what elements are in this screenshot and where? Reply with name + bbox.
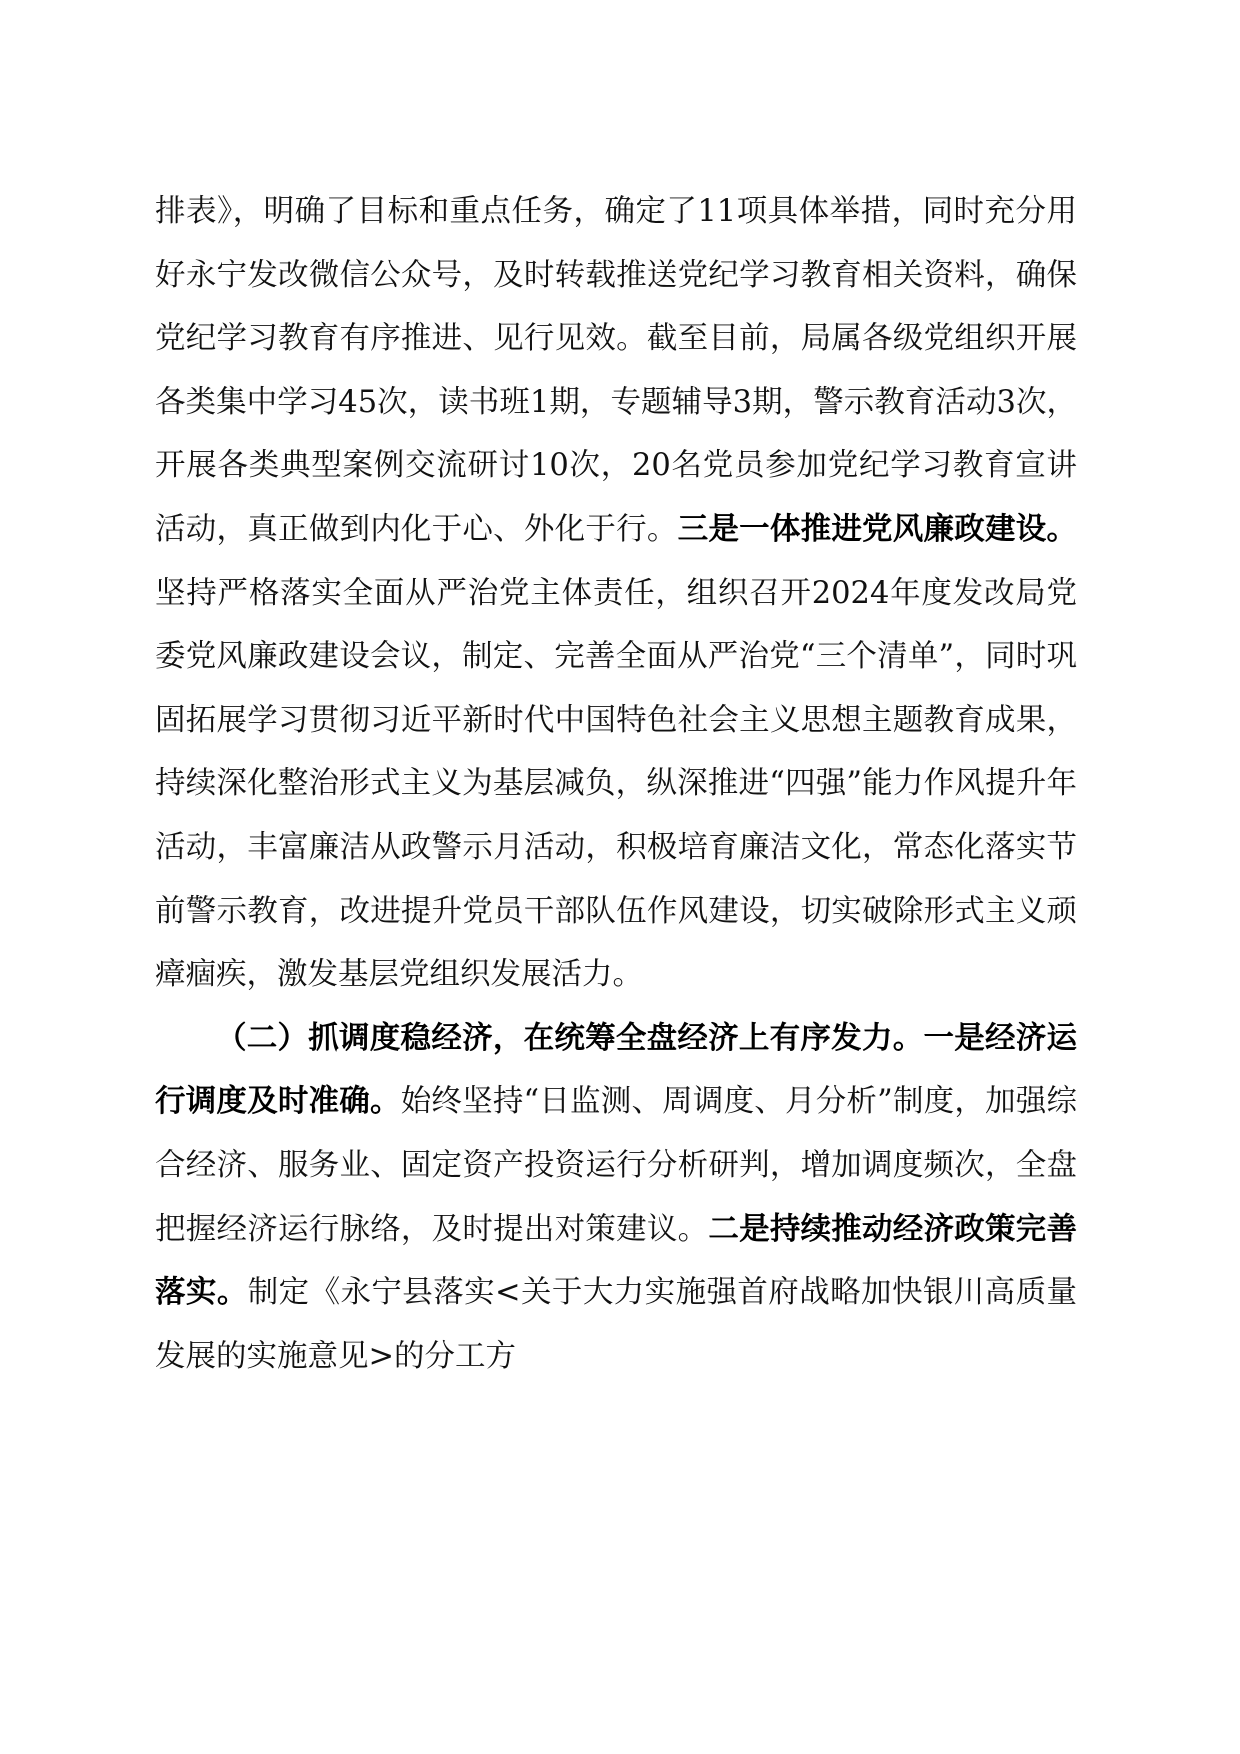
paragraph-text: 坚持严格落实全面从严治党主体责任，组织召开2024年度发改局党委党风廉政建设会议，制定、完善全面从严治党“三个清单”，同时巩固拓展学习贯彻习近平新时代中国特色社会主义思想主题教育成果，持续深化整治形式主义为基层减负，纵深推进“四强”能力作风提升年活动，丰富廉洁从政警示月活动，积极培育廉洁文化，常态化落实节前警示教育，改进提升党员干部队伍作风建设，切实破除形式主义顽瘴痼疾，激发基层党组织发展活力。	[155, 575, 1077, 993]
paragraph-text: 始终坚持“日监测、周调度、月分析”制度，加强综合经济、服务业、固定资产投资运行分析研判，增加调度频次，全盘把握经济运行脉络，及时提出对策建议。	[155, 1084, 1078, 1247]
section-heading: （二）抓调度稳经济，在统筹全盘经济上有序发力。一是经济运行调度及时准确。	[155, 1019, 1077, 1120]
paragraph-economic-dispatch	[155, 1007, 1077, 1389]
paragraph-text: 制定《永宁县落实<关于大力实施强首府战略加快银川高质量发展的实施意见>的分工方	[155, 1275, 1078, 1374]
bold-subheading: 二是持续推动经济政策完善落实。	[155, 1210, 1077, 1311]
bold-subheading: 三是一体推进党风廉政建设。	[677, 510, 1078, 547]
paragraph-party-discipline	[155, 180, 1077, 1007]
document-body	[155, 180, 1077, 1388]
paragraph-text: 排表》，明确了目标和重点任务，确定了11项具体举措，同时充分用好永宁发改微信公众号，及时转载推送党纪学习教育相关资料，确保党纪学习教育有序推进、见行见效。截至目前，局属各级党组织开展各类集中学习45次，读书班1期，专题辅导3期，警示教育活动3次，开展各类典型案例交流研讨10次，20名党员参加党纪学习教育宣讲活动，真正做到内化于心、外化于行。	[155, 194, 1077, 547]
